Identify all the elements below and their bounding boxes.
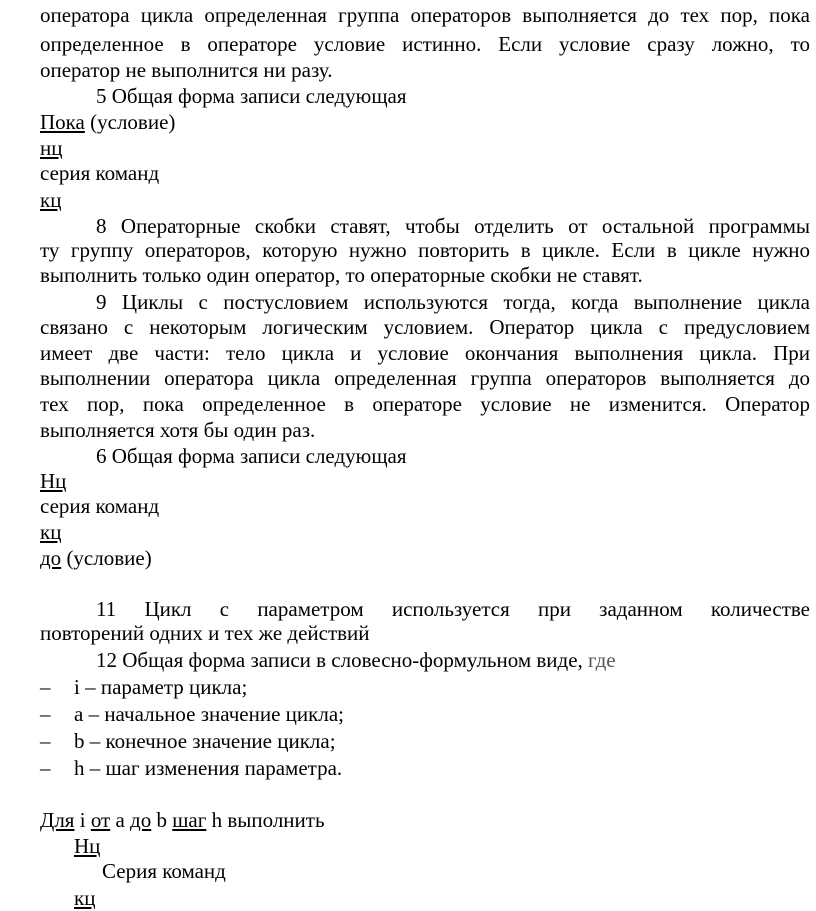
list-item [40, 755, 810, 781]
dash-bullet: – [40, 729, 51, 753]
keyword: Нц [74, 834, 101, 858]
keyword: до [130, 808, 152, 832]
text-line: выполняется хотя бы один раз. [40, 418, 316, 442]
keyword: кц [40, 520, 62, 544]
code-line [40, 109, 810, 135]
text-line: тех пор, пока определенное в операторе условие не изменится. Оператор [40, 392, 810, 416]
text-line: 8 Операторные скобки ставят, чтобы отделить от остальной программы [96, 214, 810, 238]
code-text: a [110, 808, 131, 832]
code-line [40, 545, 810, 571]
list-item [40, 701, 810, 727]
text-line: 9 Циклы с постусловием используются тогда, когда выполнение цикла [96, 290, 810, 314]
list-item-text: a – начальное значение цикла; [74, 702, 344, 726]
code-line [74, 833, 816, 859]
code-text: i [74, 808, 91, 832]
keyword: Пока [40, 110, 85, 134]
list-item [40, 674, 810, 700]
code-line [40, 519, 810, 545]
list-item [40, 728, 810, 754]
text-line: имеет две части: тело цикла и условие окончания выполнения цикла. При [40, 341, 810, 365]
code-text: h выполнить [206, 808, 325, 832]
code-text: b [151, 808, 173, 832]
code-line: серия команд [40, 494, 160, 518]
text-line: связано с некоторым логическим условием. Оператор цикла с предусловием [40, 315, 810, 339]
list-item-text: h – шаг изменения параметра. [74, 756, 343, 780]
keyword: от [90, 808, 111, 832]
text-line: ту группу операторов, которую нужно повторить в цикле. Если в цикле нужно [40, 238, 810, 262]
keyword: кц [40, 188, 62, 212]
text-line: оператор не выполнится ни разу. [40, 58, 333, 82]
keyword: нц [40, 136, 63, 160]
code-line [40, 807, 810, 833]
text-line: 11 Цикл с параметром используется при заданном количестве [96, 597, 810, 621]
section-heading [40, 647, 810, 673]
dash-bullet: – [40, 675, 51, 699]
code-line [40, 135, 810, 161]
code-text: (условие) [61, 546, 152, 570]
dash-bullet: – [40, 756, 51, 780]
code-line [74, 885, 816, 911]
keyword: Для [40, 808, 75, 832]
text-line: оператора цикла определенная группа операторов выполняется до тех пор, пока [40, 3, 810, 27]
keyword: до [40, 546, 62, 570]
text-line: повторений одних и тех же действий [40, 621, 370, 645]
list-item-text: i – параметр цикла; [74, 675, 248, 699]
section-heading: 5 Общая форма записи следующая [96, 84, 407, 108]
heading-text-where: где [582, 648, 616, 672]
keyword: кц [74, 886, 96, 910]
list-item-text: b – конечное значение цикла; [74, 729, 336, 753]
code-line: Серия команд [102, 859, 226, 883]
text-line: определенное в операторе условие истинно. Если условие сразу ложно, то [40, 32, 810, 56]
code-line [40, 468, 810, 494]
code-text: (условие) [84, 110, 176, 134]
keyword: Нц [40, 469, 67, 493]
code-line [40, 187, 810, 213]
section-heading: 6 Общая форма записи следующая [96, 444, 407, 468]
text-line: выполнить только один оператор, то операторные скобки не ставят. [40, 263, 643, 287]
code-line: серия команд [40, 161, 160, 185]
text-line: выполнении оператора цикла определенная группа операторов выполняется до [40, 366, 810, 390]
heading-text: 12 Общая форма записи в словесно-формульном виде, [96, 648, 583, 672]
dash-bullet: – [40, 702, 51, 726]
keyword: шаг [172, 808, 207, 832]
